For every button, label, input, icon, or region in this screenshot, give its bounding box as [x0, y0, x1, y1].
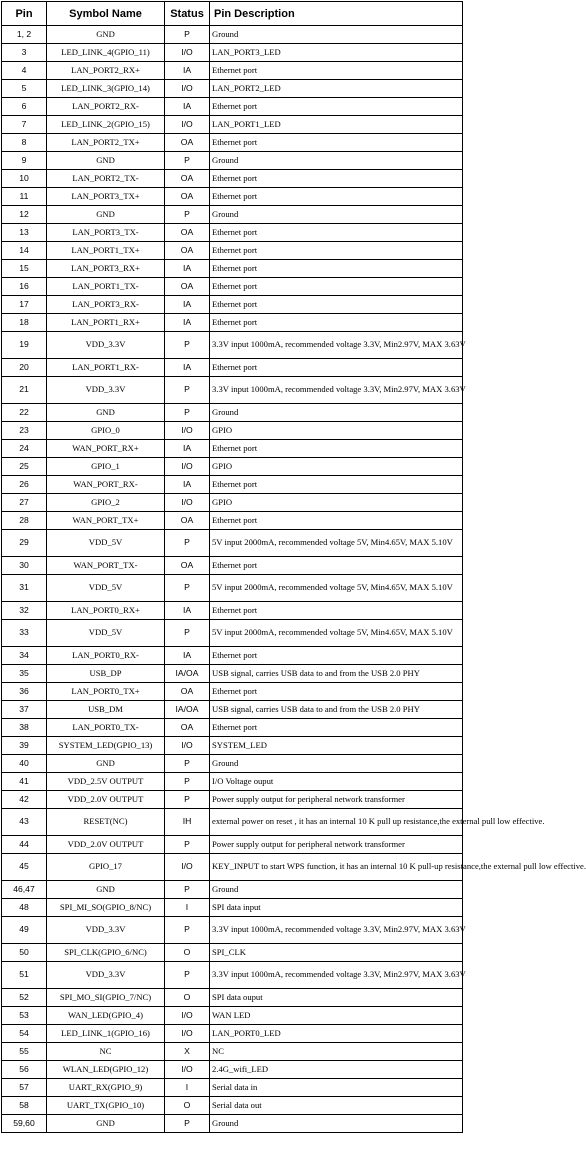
status-cell: IA/OA	[165, 665, 210, 683]
pin-description-cell: 2.4G_wifi_LED	[210, 1061, 463, 1079]
status-cell: OA	[165, 224, 210, 242]
status-cell: OA	[165, 134, 210, 152]
pin-description-cell: SPI_CLK	[210, 944, 463, 962]
pin-cell: 25	[2, 458, 47, 476]
pin-cell: 52	[2, 989, 47, 1007]
table-row	[2, 260, 463, 278]
status-cell: IA	[165, 647, 210, 665]
table-row	[2, 899, 463, 917]
pin-cell: 12	[2, 206, 47, 224]
status-cell: O	[165, 944, 210, 962]
table-row	[2, 701, 463, 719]
pin-description-cell: USB signal, carries USB data to and from the USB 2.0 PHY	[210, 665, 463, 683]
table-row	[2, 440, 463, 458]
table-row	[2, 224, 463, 242]
status-cell: P	[165, 1115, 210, 1133]
pin-cell: 44	[2, 836, 47, 854]
pin-description-cell: SPI data ouput	[210, 989, 463, 1007]
pin-cell: 49	[2, 917, 47, 944]
pin-cell: 31	[2, 575, 47, 602]
table-row	[2, 809, 463, 836]
pin-cell: 23	[2, 422, 47, 440]
table-row	[2, 1061, 463, 1079]
status-cell: IA	[165, 314, 210, 332]
pin-cell: 26	[2, 476, 47, 494]
pin-description-cell: Ethernet port	[210, 683, 463, 701]
pin-cell: 13	[2, 224, 47, 242]
table-row	[2, 665, 463, 683]
pin-cell: 30	[2, 557, 47, 575]
table-row	[2, 494, 463, 512]
pin-description-cell: Serial data in	[210, 1079, 463, 1097]
status-cell: P	[165, 962, 210, 989]
table-row	[2, 854, 463, 881]
pin-cell: 18	[2, 314, 47, 332]
symbol-name-cell: WAN_PORT_RX-	[47, 476, 165, 494]
pin-description-cell: Ethernet port	[210, 557, 463, 575]
table-row	[2, 476, 463, 494]
pin-cell: 35	[2, 665, 47, 683]
status-cell: IA	[165, 359, 210, 377]
pin-cell: 48	[2, 899, 47, 917]
status-cell: OA	[165, 683, 210, 701]
pin-description-cell: Ethernet port	[210, 98, 463, 116]
pin-cell: 9	[2, 152, 47, 170]
symbol-name-cell: LAN_PORT3_RX+	[47, 260, 165, 278]
pin-cell: 53	[2, 1007, 47, 1025]
pin-cell: 37	[2, 701, 47, 719]
pin-description-cell: Ethernet port	[210, 359, 463, 377]
pin-cell: 21	[2, 377, 47, 404]
symbol-name-cell: LAN_PORT0_RX+	[47, 602, 165, 620]
table-row	[2, 170, 463, 188]
pin-description-cell: Ethernet port	[210, 476, 463, 494]
pin-description-cell: WAN LED	[210, 1007, 463, 1025]
status-cell: X	[165, 1043, 210, 1061]
status-cell: P	[165, 332, 210, 359]
table-row	[2, 575, 463, 602]
symbol-name-cell: GND	[47, 881, 165, 899]
pin-description-cell: Power supply output for peripheral network transformer	[210, 836, 463, 854]
pin-cell: 1, 2	[2, 26, 47, 44]
table-row	[2, 44, 463, 62]
status-cell: P	[165, 152, 210, 170]
table-row	[2, 332, 463, 359]
pin-cell: 27	[2, 494, 47, 512]
pin-description-cell: Ethernet port	[210, 719, 463, 737]
symbol-name-cell: VDD_5V	[47, 620, 165, 647]
symbol-name-cell: WAN_LED(GPIO_4)	[47, 1007, 165, 1025]
table-row	[2, 1079, 463, 1097]
table-row	[2, 737, 463, 755]
symbol-name-cell: GPIO_1	[47, 458, 165, 476]
status-cell: IA	[165, 260, 210, 278]
pin-description-cell: GPIO	[210, 494, 463, 512]
symbol-name-cell: VDD_3.3V	[47, 917, 165, 944]
status-cell: IA	[165, 98, 210, 116]
pin-description-cell: Ethernet port	[210, 296, 463, 314]
table-row	[2, 944, 463, 962]
pin-cell: 3	[2, 44, 47, 62]
table-row	[2, 404, 463, 422]
table-row	[2, 620, 463, 647]
symbol-name-cell: SPI_MI_SO(GPIO_8/NC)	[47, 899, 165, 917]
pin-description-cell: 3.3V input 1000mA, recommended voltage 3.3V, Min2.97V, MAX 3.63V	[210, 377, 463, 404]
status-cell: OA	[165, 242, 210, 260]
pin-cell: 55	[2, 1043, 47, 1061]
table-body	[2, 26, 586, 1133]
status-cell: IA	[165, 62, 210, 80]
symbol-name-cell: VDD_3.3V	[47, 332, 165, 359]
pin-cell: 11	[2, 188, 47, 206]
symbol-name-cell: WAN_PORT_RX+	[47, 440, 165, 458]
pin-description-cell: external power on reset , it has an internal 10 K pull up resistance,the external pull low effective.	[210, 809, 463, 836]
symbol-name-cell: LAN_PORT2_RX+	[47, 62, 165, 80]
table-row	[2, 188, 463, 206]
symbol-name-cell: WAN_PORT_TX+	[47, 512, 165, 530]
pin-description-cell: LAN_PORT1_LED	[210, 116, 463, 134]
table-row	[2, 683, 463, 701]
pin-description-cell: Ground	[210, 26, 463, 44]
symbol-name-cell: GND	[47, 26, 165, 44]
symbol-name-cell: VDD_5V	[47, 530, 165, 557]
pin-description-cell: Ground	[210, 881, 463, 899]
pin-cell: 38	[2, 719, 47, 737]
pin-cell: 17	[2, 296, 47, 314]
symbol-name-cell: UART_TX(GPIO_10)	[47, 1097, 165, 1115]
symbol-name-cell: LAN_PORT2_TX-	[47, 170, 165, 188]
symbol-name-cell: VDD_5V	[47, 575, 165, 602]
table-row	[2, 134, 463, 152]
status-cell: O	[165, 989, 210, 1007]
table-row	[2, 98, 463, 116]
pin-cell: 24	[2, 440, 47, 458]
pin-cell: 59,60	[2, 1115, 47, 1133]
status-cell: I/O	[165, 422, 210, 440]
pin-cell: 58	[2, 1097, 47, 1115]
pin-description-cell: LAN_PORT0_LED	[210, 1025, 463, 1043]
pin-cell: 40	[2, 755, 47, 773]
pin-cell: 19	[2, 332, 47, 359]
symbol-name-cell: SYSTEM_LED(GPIO_13)	[47, 737, 165, 755]
pin-description-cell: Ethernet port	[210, 62, 463, 80]
pin-cell: 51	[2, 962, 47, 989]
status-cell: P	[165, 575, 210, 602]
table-row	[2, 62, 463, 80]
pin-cell: 28	[2, 512, 47, 530]
status-cell: P	[165, 881, 210, 899]
status-cell: IA	[165, 476, 210, 494]
table-row	[2, 791, 463, 809]
pin-description-cell: 3.3V input 1000mA, recommended voltage 3.3V, Min2.97V, MAX 3.63V	[210, 917, 463, 944]
table-row	[2, 1025, 463, 1043]
table-row	[2, 1115, 463, 1133]
pin-description-cell: Ethernet port	[210, 188, 463, 206]
table-row	[2, 116, 463, 134]
table-row	[2, 296, 463, 314]
symbol-name-cell: RESET(NC)	[47, 809, 165, 836]
pin-cell: 46,47	[2, 881, 47, 899]
symbol-name-cell: LED_LINK_3(GPIO_14)	[47, 80, 165, 98]
status-cell: OA	[165, 512, 210, 530]
pin-cell: 14	[2, 242, 47, 260]
status-cell: P	[165, 26, 210, 44]
table-row	[2, 314, 463, 332]
table-row	[2, 377, 463, 404]
status-cell: P	[165, 377, 210, 404]
status-cell: OA	[165, 557, 210, 575]
pin-description-cell: Ethernet port	[210, 134, 463, 152]
symbol-name-cell: LAN_PORT2_RX-	[47, 98, 165, 116]
symbol-name-cell: UART_RX(GPIO_9)	[47, 1079, 165, 1097]
pin-description-cell: 3.3V input 1000mA, recommended voltage 3.3V, Min2.97V, MAX 3.63V	[210, 962, 463, 989]
symbol-name-cell: VDD_2.5V OUTPUT	[47, 773, 165, 791]
pin-description-cell: 5V input 2000mA, recommended voltage 5V, Min4.65V, MAX 5.10V	[210, 530, 463, 557]
pin-description-cell: Ethernet port	[210, 314, 463, 332]
symbol-name-cell: LED_LINK_4(GPIO_11)	[47, 44, 165, 62]
status-cell: I/O	[165, 116, 210, 134]
symbol-name-cell: SPI_CLK(GPIO_6/NC)	[47, 944, 165, 962]
pin-cell: 34	[2, 647, 47, 665]
status-cell: I/O	[165, 494, 210, 512]
pin-cell: 4	[2, 62, 47, 80]
status-cell: P	[165, 530, 210, 557]
table-row	[2, 755, 463, 773]
status-cell: I/O	[165, 1025, 210, 1043]
pin-description-cell: Ethernet port	[210, 602, 463, 620]
table-row	[2, 206, 463, 224]
table-row	[2, 962, 463, 989]
table-row	[2, 1097, 463, 1115]
pin-cell: 41	[2, 773, 47, 791]
pin-description-cell: Ground	[210, 206, 463, 224]
symbol-name-cell: LAN_PORT0_TX+	[47, 683, 165, 701]
pin-cell: 57	[2, 1079, 47, 1097]
symbol-name-cell: LED_LINK_2(GPIO_15)	[47, 116, 165, 134]
header-pin: Pin	[2, 2, 47, 26]
pin-cell: 8	[2, 134, 47, 152]
status-cell: I/O	[165, 1061, 210, 1079]
pin-description-cell: SPI data input	[210, 899, 463, 917]
pin-cell: 7	[2, 116, 47, 134]
pin-description-cell: GPIO	[210, 422, 463, 440]
table-row	[2, 602, 463, 620]
pin-cell: 16	[2, 278, 47, 296]
pin-cell: 32	[2, 602, 47, 620]
table-row	[2, 458, 463, 476]
pin-description-cell: Ethernet port	[210, 170, 463, 188]
symbol-name-cell: VDD_2.0V OUTPUT	[47, 836, 165, 854]
symbol-name-cell: LAN_PORT3_RX-	[47, 296, 165, 314]
pin-cell: 6	[2, 98, 47, 116]
pin-cell: 20	[2, 359, 47, 377]
table-row	[2, 647, 463, 665]
table-row	[2, 719, 463, 737]
symbol-name-cell: GND	[47, 1115, 165, 1133]
table-row	[2, 26, 463, 44]
pin-cell: 15	[2, 260, 47, 278]
status-cell: P	[165, 755, 210, 773]
header-pin-description: Pin Description	[210, 2, 463, 26]
symbol-name-cell: VDD_3.3V	[47, 377, 165, 404]
table-row	[2, 881, 463, 899]
table-row	[2, 989, 463, 1007]
pin-cell: 36	[2, 683, 47, 701]
symbol-name-cell: LAN_PORT1_TX+	[47, 242, 165, 260]
status-cell: I/O	[165, 458, 210, 476]
header-symbol-name: Symbol Name	[47, 2, 165, 26]
status-cell: OA	[165, 278, 210, 296]
symbol-name-cell: LAN_PORT3_TX+	[47, 188, 165, 206]
status-cell: OA	[165, 188, 210, 206]
pin-cell: 33	[2, 620, 47, 647]
pin-cell: 42	[2, 791, 47, 809]
table-row	[2, 422, 463, 440]
pin-cell: 5	[2, 80, 47, 98]
symbol-name-cell: WAN_PORT_TX-	[47, 557, 165, 575]
header-status: Status	[165, 2, 210, 26]
pin-description-cell: Ethernet port	[210, 278, 463, 296]
status-cell: I	[165, 899, 210, 917]
symbol-name-cell: GPIO_17	[47, 854, 165, 881]
table-header-row	[2, 2, 463, 26]
pin-cell: 29	[2, 530, 47, 557]
status-cell: OA	[165, 170, 210, 188]
table-row	[2, 359, 463, 377]
pin-description-cell: Ethernet port	[210, 512, 463, 530]
symbol-name-cell: NC	[47, 1043, 165, 1061]
status-cell: IH	[165, 809, 210, 836]
table-row	[2, 242, 463, 260]
pin-description-cell: KEY_INPUT to start WPS function, it has an internal 10 K pull-up resistance,the external pull low effective.	[210, 854, 463, 881]
symbol-name-cell: LED_LINK_1(GPIO_16)	[47, 1025, 165, 1043]
status-cell: O	[165, 1097, 210, 1115]
status-cell: I/O	[165, 1007, 210, 1025]
status-cell: P	[165, 836, 210, 854]
pin-description-cell: Ethernet port	[210, 260, 463, 278]
pin-description-cell: Ground	[210, 404, 463, 422]
pin-cell: 50	[2, 944, 47, 962]
pin-cell: 45	[2, 854, 47, 881]
table-row	[2, 512, 463, 530]
status-cell: IA	[165, 296, 210, 314]
status-cell: IA	[165, 440, 210, 458]
symbol-name-cell: LAN_PORT2_TX+	[47, 134, 165, 152]
symbol-name-cell: LAN_PORT0_TX-	[47, 719, 165, 737]
status-cell: I/O	[165, 854, 210, 881]
symbol-name-cell: LAN_PORT1_RX-	[47, 359, 165, 377]
symbol-name-cell: SPI_MO_SI(GPIO_7/NC)	[47, 989, 165, 1007]
symbol-name-cell: GND	[47, 152, 165, 170]
status-cell: P	[165, 404, 210, 422]
pin-cell: 10	[2, 170, 47, 188]
symbol-name-cell: VDD_3.3V	[47, 962, 165, 989]
table-row	[2, 557, 463, 575]
table-row	[2, 278, 463, 296]
symbol-name-cell: USB_DP	[47, 665, 165, 683]
status-cell: I/O	[165, 44, 210, 62]
pin-description-cell: NC	[210, 1043, 463, 1061]
pin-description-cell: SYSTEM_LED	[210, 737, 463, 755]
status-cell: I	[165, 1079, 210, 1097]
symbol-name-cell: GPIO_2	[47, 494, 165, 512]
status-cell: P	[165, 917, 210, 944]
pin-cell: 43	[2, 809, 47, 836]
pin-description-cell: GPIO	[210, 458, 463, 476]
pin-description-cell: Power supply output for peripheral network transformer	[210, 791, 463, 809]
status-cell: I/O	[165, 80, 210, 98]
table-row	[2, 836, 463, 854]
status-cell: P	[165, 791, 210, 809]
symbol-name-cell: LAN_PORT1_TX-	[47, 278, 165, 296]
pin-description-cell: 5V input 2000mA, recommended voltage 5V, Min4.65V, MAX 5.10V	[210, 620, 463, 647]
table-row	[2, 773, 463, 791]
status-cell: P	[165, 206, 210, 224]
pin-description-cell: Serial data out	[210, 1097, 463, 1115]
table-row	[2, 1007, 463, 1025]
pin-description-cell: I/O Voltage ouput	[210, 773, 463, 791]
status-cell: I/O	[165, 737, 210, 755]
pin-description-cell: Ground	[210, 152, 463, 170]
pin-description-cell: USB signal, carries USB data to and from the USB 2.0 PHY	[210, 701, 463, 719]
pin-cell: 39	[2, 737, 47, 755]
symbol-name-cell: GND	[47, 404, 165, 422]
table-row	[2, 1043, 463, 1061]
status-cell: OA	[165, 719, 210, 737]
pin-description-cell: 5V input 2000mA, recommended voltage 5V, Min4.65V, MAX 5.10V	[210, 575, 463, 602]
symbol-name-cell: LAN_PORT0_RX-	[47, 647, 165, 665]
pin-description-cell: Ground	[210, 1115, 463, 1133]
symbol-name-cell: GPIO_0	[47, 422, 165, 440]
pin-description-cell: Ethernet port	[210, 242, 463, 260]
pin-description-cell: Ethernet port	[210, 224, 463, 242]
pin-description-cell: Ethernet port	[210, 440, 463, 458]
symbol-name-cell: WLAN_LED(GPIO_12)	[47, 1061, 165, 1079]
status-cell: P	[165, 620, 210, 647]
pin-cell: 54	[2, 1025, 47, 1043]
symbol-name-cell: GND	[47, 206, 165, 224]
table-row	[2, 152, 463, 170]
table-row	[2, 917, 463, 944]
table-row	[2, 530, 463, 557]
pin-cell: 22	[2, 404, 47, 422]
pin-description-cell: 3.3V input 1000mA, recommended voltage 3.3V, Min2.97V, MAX 3.63V	[210, 332, 463, 359]
pin-cell: 56	[2, 1061, 47, 1079]
status-cell: IA	[165, 602, 210, 620]
table-row	[2, 80, 463, 98]
pin-description-cell: LAN_PORT2_LED	[210, 80, 463, 98]
symbol-name-cell: VDD_2.0V OUTPUT	[47, 791, 165, 809]
symbol-name-cell: LAN_PORT3_TX-	[47, 224, 165, 242]
pin-description-cell: Ground	[210, 755, 463, 773]
pin-description-cell: Ethernet port	[210, 647, 463, 665]
symbol-name-cell: USB_DM	[47, 701, 165, 719]
pin-table	[1, 1, 586, 1133]
symbol-name-cell: GND	[47, 755, 165, 773]
pin-description-cell: LAN_PORT3_LED	[210, 44, 463, 62]
status-cell: IA/OA	[165, 701, 210, 719]
status-cell: P	[165, 773, 210, 791]
symbol-name-cell: LAN_PORT1_RX+	[47, 314, 165, 332]
